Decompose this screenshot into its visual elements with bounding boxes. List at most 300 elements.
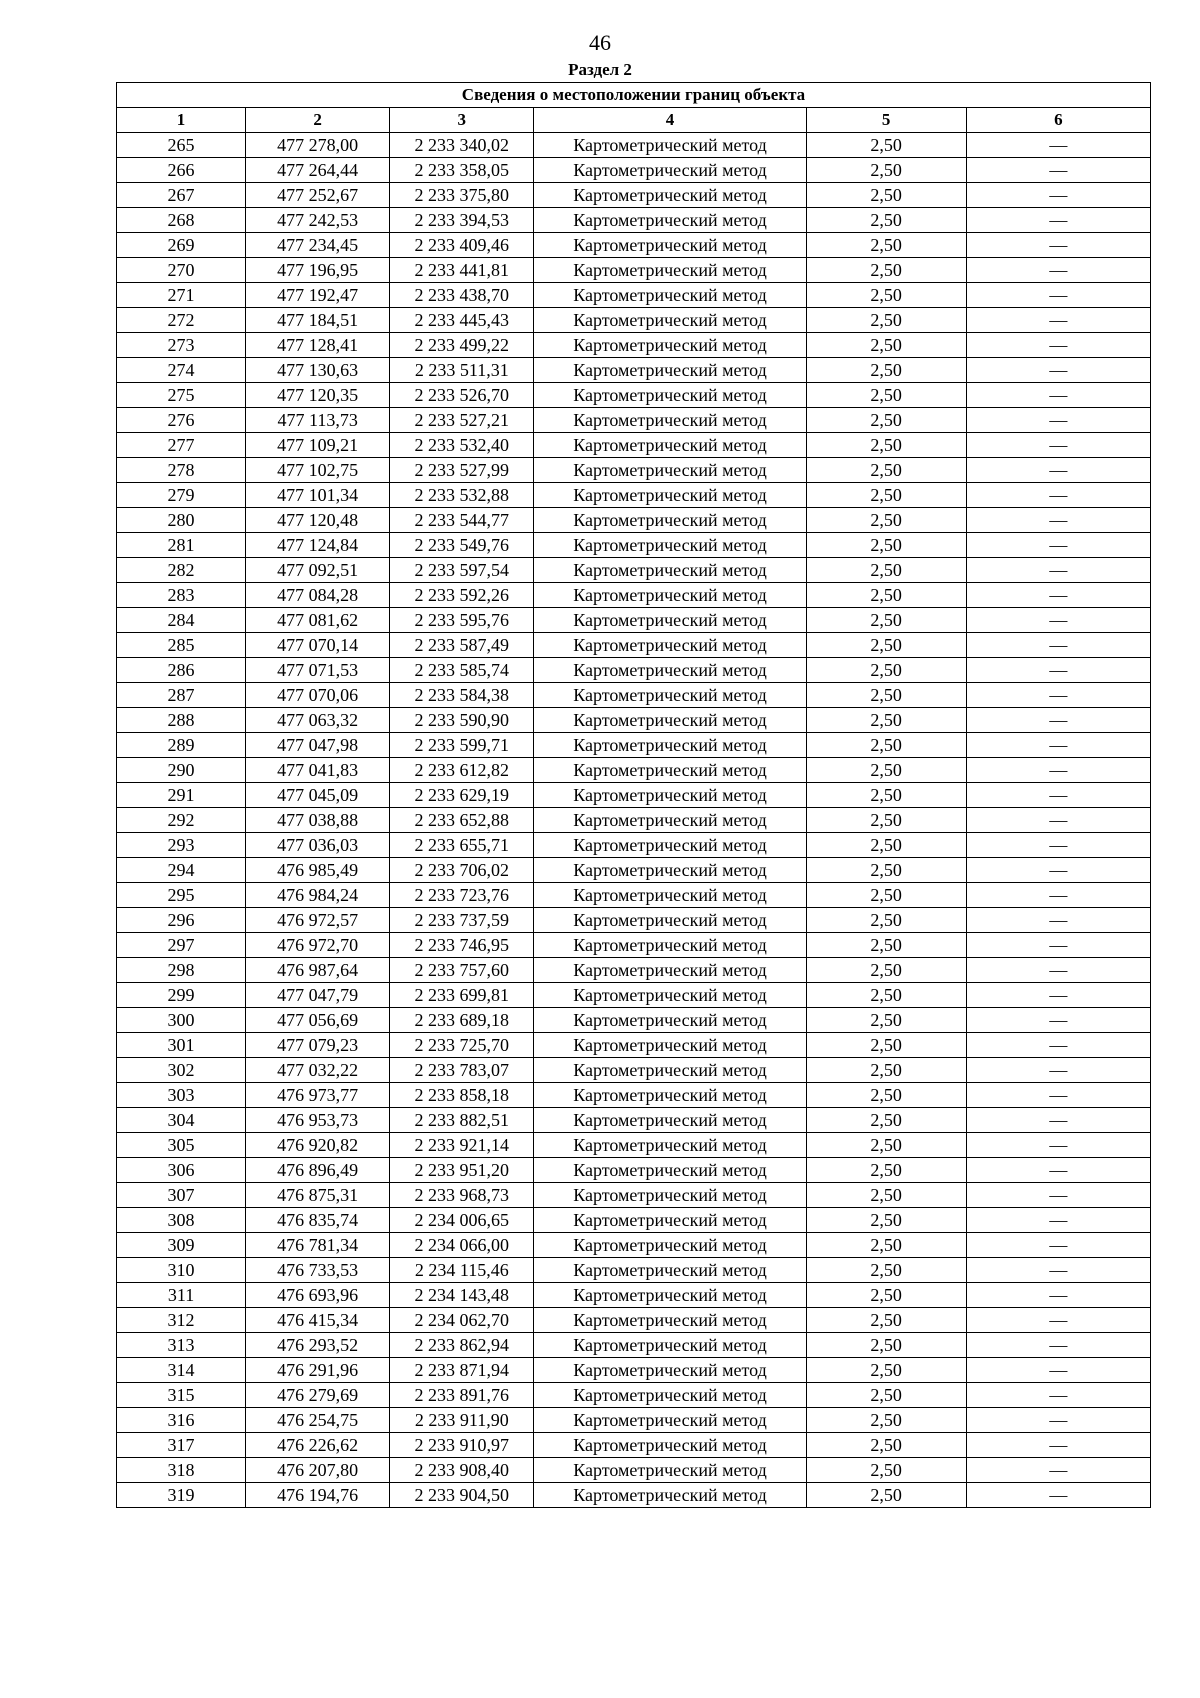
note-cell: —: [966, 408, 1150, 433]
y-coordinate-cell: 2 233 737,59: [390, 908, 534, 933]
y-coordinate-cell: 2 233 757,60: [390, 958, 534, 983]
table-row: [117, 483, 1151, 508]
x-coordinate-cell: 477 079,23: [246, 1033, 390, 1058]
accuracy-cell: 2,50: [806, 183, 966, 208]
y-coordinate-cell: 2 233 584,38: [390, 683, 534, 708]
point-number-cell: 318: [117, 1458, 246, 1483]
point-number-cell: 271: [117, 283, 246, 308]
note-cell: —: [966, 683, 1150, 708]
accuracy-cell: 2,50: [806, 1358, 966, 1383]
table-caption: Сведения о местоположении границ объекта: [117, 83, 1151, 108]
table-row: [117, 558, 1151, 583]
accuracy-cell: 2,50: [806, 1033, 966, 1058]
section-title: Раздел 2: [568, 60, 632, 79]
table-row: [117, 408, 1151, 433]
accuracy-cell: 2,50: [806, 983, 966, 1008]
y-coordinate-cell: 2 233 375,80: [390, 183, 534, 208]
method-cell: Картометрический метод: [534, 608, 806, 633]
method-cell: Картометрический метод: [534, 658, 806, 683]
point-number-cell: 312: [117, 1308, 246, 1333]
table-row: [117, 858, 1151, 883]
y-coordinate-cell: 2 233 723,76: [390, 883, 534, 908]
method-cell: Картометрический метод: [534, 1133, 806, 1158]
table-row: [117, 1158, 1151, 1183]
table-row: [117, 933, 1151, 958]
accuracy-cell: 2,50: [806, 933, 966, 958]
table-body: [117, 133, 1151, 1508]
point-number-cell: 302: [117, 1058, 246, 1083]
boundary-coordinates-table: [116, 82, 1151, 1508]
x-coordinate-cell: 476 254,75: [246, 1408, 390, 1433]
accuracy-cell: 2,50: [806, 583, 966, 608]
point-number-cell: 277: [117, 433, 246, 458]
table-row: [117, 458, 1151, 483]
x-coordinate-cell: 477 128,41: [246, 333, 390, 358]
y-coordinate-cell: 2 234 006,65: [390, 1208, 534, 1233]
note-cell: —: [966, 558, 1150, 583]
accuracy-cell: 2,50: [806, 1208, 966, 1233]
accuracy-cell: 2,50: [806, 1233, 966, 1258]
note-cell: —: [966, 158, 1150, 183]
note-cell: —: [966, 908, 1150, 933]
table-caption-row: [117, 83, 1151, 108]
note-cell: —: [966, 733, 1150, 758]
y-coordinate-cell: 2 233 358,05: [390, 158, 534, 183]
x-coordinate-cell: 476 194,76: [246, 1483, 390, 1508]
x-coordinate-cell: 477 130,63: [246, 358, 390, 383]
note-cell: —: [966, 1033, 1150, 1058]
accuracy-cell: 2,50: [806, 1258, 966, 1283]
method-cell: Картометрический метод: [534, 308, 806, 333]
method-cell: Картометрический метод: [534, 383, 806, 408]
x-coordinate-cell: 477 047,98: [246, 733, 390, 758]
table-row: [117, 1458, 1151, 1483]
y-coordinate-cell: 2 233 340,02: [390, 133, 534, 158]
note-cell: —: [966, 1208, 1150, 1233]
point-number-cell: 281: [117, 533, 246, 558]
table-row: [117, 1258, 1151, 1283]
y-coordinate-cell: 2 233 527,21: [390, 408, 534, 433]
point-number-cell: 294: [117, 858, 246, 883]
point-number-cell: 276: [117, 408, 246, 433]
x-coordinate-cell: 477 109,21: [246, 433, 390, 458]
x-coordinate-cell: 476 972,70: [246, 933, 390, 958]
accuracy-cell: 2,50: [806, 358, 966, 383]
table-row: [117, 1033, 1151, 1058]
method-cell: Картометрический метод: [534, 233, 806, 258]
note-cell: —: [966, 758, 1150, 783]
y-coordinate-cell: 2 233 699,81: [390, 983, 534, 1008]
note-cell: —: [966, 208, 1150, 233]
table-row: [117, 308, 1151, 333]
y-coordinate-cell: 2 233 595,76: [390, 608, 534, 633]
note-cell: —: [966, 1108, 1150, 1133]
accuracy-cell: 2,50: [806, 1008, 966, 1033]
method-cell: Картометрический метод: [534, 183, 806, 208]
y-coordinate-cell: 2 233 511,31: [390, 358, 534, 383]
table-row: [117, 1383, 1151, 1408]
column-header: 2: [246, 108, 390, 133]
x-coordinate-cell: 477 038,88: [246, 808, 390, 833]
accuracy-cell: 2,50: [806, 958, 966, 983]
accuracy-cell: 2,50: [806, 783, 966, 808]
accuracy-cell: 2,50: [806, 308, 966, 333]
point-number-cell: 303: [117, 1083, 246, 1108]
accuracy-cell: 2,50: [806, 483, 966, 508]
table-row: [117, 708, 1151, 733]
accuracy-cell: 2,50: [806, 808, 966, 833]
column-header: 3: [390, 108, 534, 133]
x-coordinate-cell: 476 733,53: [246, 1258, 390, 1283]
x-coordinate-cell: 477 045,09: [246, 783, 390, 808]
x-coordinate-cell: 476 835,74: [246, 1208, 390, 1233]
x-coordinate-cell: 477 252,67: [246, 183, 390, 208]
y-coordinate-cell: 2 233 968,73: [390, 1183, 534, 1208]
y-coordinate-cell: 2 233 882,51: [390, 1108, 534, 1133]
x-coordinate-cell: 477 056,69: [246, 1008, 390, 1033]
note-cell: —: [966, 1008, 1150, 1033]
accuracy-cell: 2,50: [806, 1083, 966, 1108]
point-number-cell: 317: [117, 1433, 246, 1458]
note-cell: —: [966, 133, 1150, 158]
note-cell: —: [966, 633, 1150, 658]
table-row: [117, 1083, 1151, 1108]
point-number-cell: 284: [117, 608, 246, 633]
table-row: [117, 533, 1151, 558]
table-row: [117, 383, 1151, 408]
x-coordinate-cell: 476 226,62: [246, 1433, 390, 1458]
accuracy-cell: 2,50: [806, 133, 966, 158]
x-coordinate-cell: 477 071,53: [246, 658, 390, 683]
accuracy-cell: 2,50: [806, 333, 966, 358]
table-row: [117, 833, 1151, 858]
point-number-cell: 315: [117, 1383, 246, 1408]
x-coordinate-cell: 477 070,06: [246, 683, 390, 708]
y-coordinate-cell: 2 233 549,76: [390, 533, 534, 558]
point-number-cell: 300: [117, 1008, 246, 1033]
y-coordinate-cell: 2 233 590,90: [390, 708, 534, 733]
table-row: [117, 333, 1151, 358]
point-number-cell: 275: [117, 383, 246, 408]
x-coordinate-cell: 476 291,96: [246, 1358, 390, 1383]
y-coordinate-cell: 2 233 706,02: [390, 858, 534, 883]
x-coordinate-cell: 477 032,22: [246, 1058, 390, 1083]
table-row: [117, 158, 1151, 183]
method-cell: Картометрический метод: [534, 208, 806, 233]
table-row: [117, 1483, 1151, 1508]
table-row: [117, 983, 1151, 1008]
point-number-cell: 295: [117, 883, 246, 908]
method-cell: Картометрический метод: [534, 258, 806, 283]
y-coordinate-cell: 2 233 532,88: [390, 483, 534, 508]
x-coordinate-cell: 477 124,84: [246, 533, 390, 558]
x-coordinate-cell: 476 972,57: [246, 908, 390, 933]
accuracy-cell: 2,50: [806, 158, 966, 183]
x-coordinate-cell: 477 063,32: [246, 708, 390, 733]
method-cell: Картометрический метод: [534, 1058, 806, 1083]
point-number-cell: 268: [117, 208, 246, 233]
method-cell: Картометрический метод: [534, 1283, 806, 1308]
note-cell: —: [966, 1358, 1150, 1383]
y-coordinate-cell: 2 233 527,99: [390, 458, 534, 483]
method-cell: Картометрический метод: [534, 558, 806, 583]
note-cell: —: [966, 883, 1150, 908]
x-coordinate-cell: 476 279,69: [246, 1383, 390, 1408]
table-row: [117, 1058, 1151, 1083]
point-number-cell: 282: [117, 558, 246, 583]
accuracy-cell: 2,50: [806, 758, 966, 783]
accuracy-cell: 2,50: [806, 408, 966, 433]
x-coordinate-cell: 477 113,73: [246, 408, 390, 433]
method-cell: Картометрический метод: [534, 1383, 806, 1408]
table-row: [117, 1408, 1151, 1433]
note-cell: —: [966, 1458, 1150, 1483]
note-cell: —: [966, 983, 1150, 1008]
method-cell: Картометрический метод: [534, 633, 806, 658]
y-coordinate-cell: 2 233 585,74: [390, 658, 534, 683]
method-cell: Картометрический метод: [534, 1008, 806, 1033]
table-row: [117, 958, 1151, 983]
point-number-cell: 299: [117, 983, 246, 1008]
note-cell: —: [966, 958, 1150, 983]
note-cell: —: [966, 608, 1150, 633]
method-cell: Картометрический метод: [534, 333, 806, 358]
x-coordinate-cell: 477 081,62: [246, 608, 390, 633]
x-coordinate-cell: 476 973,77: [246, 1083, 390, 1108]
note-cell: —: [966, 533, 1150, 558]
point-number-cell: 288: [117, 708, 246, 733]
table-row: [117, 1283, 1151, 1308]
accuracy-cell: 2,50: [806, 1458, 966, 1483]
note-cell: —: [966, 1083, 1150, 1108]
table-row: [117, 1183, 1151, 1208]
method-cell: Картометрический метод: [534, 808, 806, 833]
note-cell: —: [966, 658, 1150, 683]
point-number-cell: 290: [117, 758, 246, 783]
note-cell: —: [966, 233, 1150, 258]
method-cell: Картометрический метод: [534, 783, 806, 808]
y-coordinate-cell: 2 233 587,49: [390, 633, 534, 658]
table-row: [117, 608, 1151, 633]
note-cell: —: [966, 1408, 1150, 1433]
point-number-cell: 297: [117, 933, 246, 958]
y-coordinate-cell: 2 233 655,71: [390, 833, 534, 858]
y-coordinate-cell: 2 233 891,76: [390, 1383, 534, 1408]
y-coordinate-cell: 2 233 394,53: [390, 208, 534, 233]
note-cell: —: [966, 1483, 1150, 1508]
column-header-row: [117, 108, 1151, 133]
method-cell: Картометрический метод: [534, 1408, 806, 1433]
accuracy-cell: 2,50: [806, 283, 966, 308]
method-cell: Картометрический метод: [534, 1083, 806, 1108]
table-row: [117, 183, 1151, 208]
note-cell: —: [966, 1433, 1150, 1458]
accuracy-cell: 2,50: [806, 858, 966, 883]
accuracy-cell: 2,50: [806, 1183, 966, 1208]
point-number-cell: 269: [117, 233, 246, 258]
y-coordinate-cell: 2 234 066,00: [390, 1233, 534, 1258]
method-cell: Картометрический метод: [534, 1258, 806, 1283]
accuracy-cell: 2,50: [806, 1283, 966, 1308]
point-number-cell: 291: [117, 783, 246, 808]
point-number-cell: 308: [117, 1208, 246, 1233]
table-row: [117, 758, 1151, 783]
table-row: [117, 1108, 1151, 1133]
method-cell: Картометрический метод: [534, 933, 806, 958]
method-cell: Картометрический метод: [534, 1358, 806, 1383]
point-number-cell: 278: [117, 458, 246, 483]
table-row: [117, 283, 1151, 308]
note-cell: —: [966, 1283, 1150, 1308]
x-coordinate-cell: 477 242,53: [246, 208, 390, 233]
point-number-cell: 309: [117, 1233, 246, 1258]
point-number-cell: 279: [117, 483, 246, 508]
note-cell: —: [966, 583, 1150, 608]
y-coordinate-cell: 2 233 862,94: [390, 1333, 534, 1358]
point-number-cell: 283: [117, 583, 246, 608]
accuracy-cell: 2,50: [806, 458, 966, 483]
column-header: 5: [806, 108, 966, 133]
note-cell: —: [966, 1383, 1150, 1408]
table-row: [117, 633, 1151, 658]
y-coordinate-cell: 2 233 783,07: [390, 1058, 534, 1083]
method-cell: Картометрический метод: [534, 683, 806, 708]
y-coordinate-cell: 2 233 441,81: [390, 258, 534, 283]
x-coordinate-cell: 477 084,28: [246, 583, 390, 608]
point-number-cell: 292: [117, 808, 246, 833]
method-cell: Картометрический метод: [534, 1208, 806, 1233]
x-coordinate-cell: 476 953,73: [246, 1108, 390, 1133]
accuracy-cell: 2,50: [806, 733, 966, 758]
method-cell: Картометрический метод: [534, 133, 806, 158]
y-coordinate-cell: 2 233 904,50: [390, 1483, 534, 1508]
table-row: [117, 658, 1151, 683]
note-cell: —: [966, 333, 1150, 358]
note-cell: —: [966, 1308, 1150, 1333]
note-cell: —: [966, 783, 1150, 808]
x-coordinate-cell: 477 192,47: [246, 283, 390, 308]
note-cell: —: [966, 308, 1150, 333]
note-cell: —: [966, 933, 1150, 958]
point-number-cell: 287: [117, 683, 246, 708]
point-number-cell: 272: [117, 308, 246, 333]
y-coordinate-cell: 2 233 445,43: [390, 308, 534, 333]
accuracy-cell: 2,50: [806, 233, 966, 258]
x-coordinate-cell: 477 264,44: [246, 158, 390, 183]
point-number-cell: 273: [117, 333, 246, 358]
table-row: [117, 583, 1151, 608]
method-cell: Картометрический метод: [534, 358, 806, 383]
method-cell: Картометрический метод: [534, 883, 806, 908]
x-coordinate-cell: 477 036,03: [246, 833, 390, 858]
table-row: [117, 683, 1151, 708]
method-cell: Картометрический метод: [534, 708, 806, 733]
table-row: [117, 508, 1151, 533]
x-coordinate-cell: 477 120,48: [246, 508, 390, 533]
column-header: 6: [966, 108, 1150, 133]
y-coordinate-cell: 2 233 858,18: [390, 1083, 534, 1108]
table-row: [117, 1133, 1151, 1158]
x-coordinate-cell: 477 092,51: [246, 558, 390, 583]
note-cell: —: [966, 1183, 1150, 1208]
y-coordinate-cell: 2 233 689,18: [390, 1008, 534, 1033]
note-cell: —: [966, 358, 1150, 383]
table-row: [117, 1433, 1151, 1458]
accuracy-cell: 2,50: [806, 1308, 966, 1333]
table-row: [117, 233, 1151, 258]
method-cell: Картометрический метод: [534, 1333, 806, 1358]
note-cell: —: [966, 258, 1150, 283]
y-coordinate-cell: 2 233 746,95: [390, 933, 534, 958]
method-cell: Картометрический метод: [534, 583, 806, 608]
note-cell: —: [966, 383, 1150, 408]
point-number-cell: 311: [117, 1283, 246, 1308]
accuracy-cell: 2,50: [806, 658, 966, 683]
method-cell: Картометрический метод: [534, 1108, 806, 1133]
y-coordinate-cell: 2 234 115,46: [390, 1258, 534, 1283]
method-cell: Картометрический метод: [534, 1458, 806, 1483]
point-number-cell: 306: [117, 1158, 246, 1183]
method-cell: Картометрический метод: [534, 1483, 806, 1508]
table-row: [117, 783, 1151, 808]
accuracy-cell: 2,50: [806, 1058, 966, 1083]
y-coordinate-cell: 2 233 951,20: [390, 1158, 534, 1183]
table-row: [117, 358, 1151, 383]
accuracy-cell: 2,50: [806, 608, 966, 633]
method-cell: Картометрический метод: [534, 758, 806, 783]
x-coordinate-cell: 476 875,31: [246, 1183, 390, 1208]
point-number-cell: 307: [117, 1183, 246, 1208]
method-cell: Картометрический метод: [534, 858, 806, 883]
y-coordinate-cell: 2 234 143,48: [390, 1283, 534, 1308]
y-coordinate-cell: 2 233 629,19: [390, 783, 534, 808]
method-cell: Картометрический метод: [534, 1183, 806, 1208]
note-cell: —: [966, 1233, 1150, 1258]
y-coordinate-cell: 2 233 871,94: [390, 1358, 534, 1383]
method-cell: Картометрический метод: [534, 408, 806, 433]
point-number-cell: 296: [117, 908, 246, 933]
point-number-cell: 289: [117, 733, 246, 758]
point-number-cell: 304: [117, 1108, 246, 1133]
note-cell: —: [966, 858, 1150, 883]
accuracy-cell: 2,50: [806, 1408, 966, 1433]
accuracy-cell: 2,50: [806, 1483, 966, 1508]
accuracy-cell: 2,50: [806, 633, 966, 658]
x-coordinate-cell: 477 070,14: [246, 633, 390, 658]
x-coordinate-cell: 477 120,35: [246, 383, 390, 408]
note-cell: —: [966, 483, 1150, 508]
y-coordinate-cell: 2 233 499,22: [390, 333, 534, 358]
point-number-cell: 316: [117, 1408, 246, 1433]
method-cell: Картометрический метод: [534, 958, 806, 983]
accuracy-cell: 2,50: [806, 1133, 966, 1158]
x-coordinate-cell: 477 101,34: [246, 483, 390, 508]
point-number-cell: 310: [117, 1258, 246, 1283]
point-number-cell: 285: [117, 633, 246, 658]
y-coordinate-cell: 2 233 409,46: [390, 233, 534, 258]
method-cell: Картометрический метод: [534, 908, 806, 933]
table-row: [117, 1208, 1151, 1233]
accuracy-cell: 2,50: [806, 833, 966, 858]
x-coordinate-cell: 477 047,79: [246, 983, 390, 1008]
y-coordinate-cell: 2 233 526,70: [390, 383, 534, 408]
x-coordinate-cell: 476 984,24: [246, 883, 390, 908]
note-cell: —: [966, 433, 1150, 458]
accuracy-cell: 2,50: [806, 1333, 966, 1358]
y-coordinate-cell: 2 234 062,70: [390, 1308, 534, 1333]
x-coordinate-cell: 476 987,64: [246, 958, 390, 983]
table-row: [117, 1333, 1151, 1358]
